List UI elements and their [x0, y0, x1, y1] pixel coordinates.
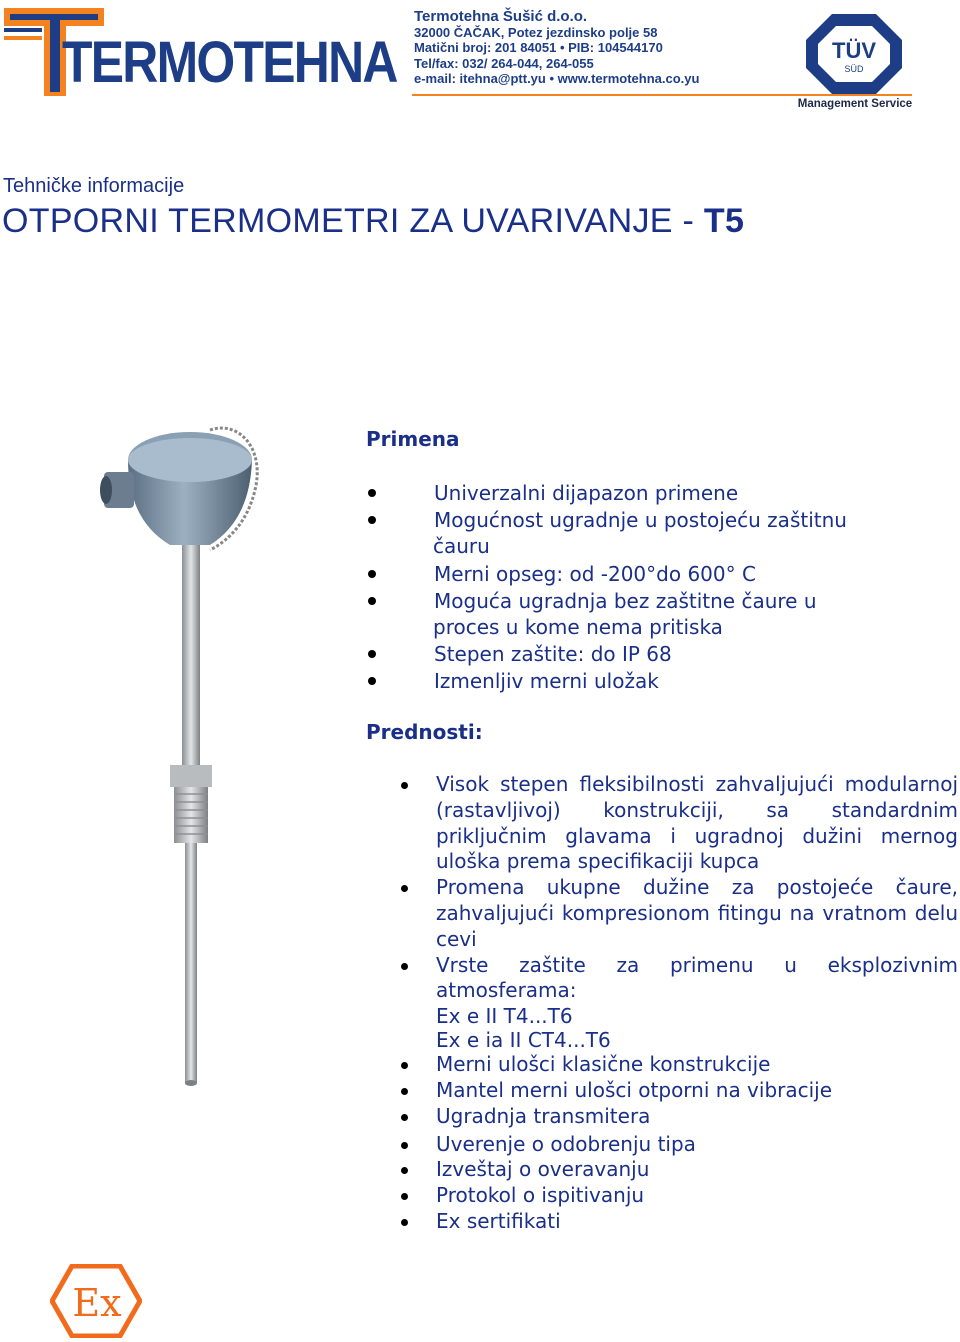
- ex-explosion-proof-icon: [50, 1264, 142, 1338]
- bullet-icon: [401, 1219, 408, 1226]
- primena-item-6: Izmenljiv merni uložak: [366, 668, 926, 694]
- primena-item-3: Merni opseg: od -200°do 600° C: [366, 561, 926, 587]
- primena-heading: Primena: [366, 427, 460, 451]
- bullet-icon: [401, 963, 408, 970]
- bullet-icon: [368, 516, 376, 524]
- prednosti-item-10: Ex sertifikati: [396, 1209, 958, 1235]
- primena-item-4-cont: proces u kome nema pritiska: [433, 615, 723, 640]
- primena-item-2-cont: čauru: [433, 534, 490, 559]
- prednosti-item-8: Izveštaj o overavanju: [396, 1157, 958, 1183]
- company-address: 32000 ČAČAK, Potez jezdinsko polje 58: [414, 25, 658, 40]
- ex-class-1: Ex e II T4...T6: [436, 1004, 573, 1029]
- bullet-icon: [368, 677, 376, 685]
- primena-item-2: Mogućnost ugradnje u postojeću zaštitnu: [366, 507, 926, 533]
- document-title-code: T5: [703, 202, 745, 240]
- bullet-icon: [401, 1167, 408, 1174]
- prednosti-item-1: Visok stepen fleksibilnosti zahvaljujući modularnoj (rastavljivoj) konstrukciji, sa standardnim priključnim glavama i ugradnoj dužini mernog uloška prema specifikaciji kupca: [396, 772, 958, 875]
- prednosti-item-2: Promena ukupne dužine za postojeće čaure, zahvaljujući kompresionom fitingu na vratnom delu cevi: [396, 875, 958, 952]
- tuv-certification-logo: [802, 12, 906, 96]
- bullet-icon: [401, 1114, 408, 1121]
- prednosti-heading: Prednosti:: [366, 720, 483, 744]
- bullet-icon: [368, 597, 376, 605]
- bullet-icon: [401, 782, 408, 789]
- primena-item-5: Stepen zaštite: do IP 68: [366, 641, 926, 667]
- primena-list: [366, 480, 926, 696]
- bullet-icon: [368, 489, 376, 497]
- prednosti-item-3: Vrste zaštite za primenu u eksplozivnim atmosferama: Ex e II T4...T6 Ex e ia II CT4...T6: [396, 953, 958, 1053]
- document-title-main: OTPORNI TERMOMETRI ZA UVARIVANJE -: [2, 202, 704, 240]
- primena-item-4: Moguća ugradnja bez zaštitne čaure u: [366, 588, 926, 614]
- prednosti-item-9: Protokol o ispitivanju: [396, 1183, 958, 1209]
- tuv-logo-text: TÜV: [832, 38, 876, 63]
- company-phone: Tel/fax: 032/ 264-044, 264-055: [414, 55, 594, 71]
- tuv-logo-subtext: SÜD: [844, 64, 864, 74]
- ex-class-2: Ex e ia II CT4...T6: [436, 1028, 611, 1053]
- primena-item-1: Univerzalni dijapazon primene: [366, 480, 926, 506]
- thermometer-product-image: [90, 420, 280, 1090]
- bullet-icon: [368, 570, 376, 578]
- company-info: [414, 8, 744, 87]
- bullet-icon: [401, 1088, 408, 1095]
- bullet-icon: [401, 1062, 408, 1069]
- bullet-icon: [368, 650, 376, 658]
- prednosti-item-5: Mantel merni ulošci otporni na vibracije: [396, 1078, 958, 1104]
- ex-mark-text: Ex: [72, 1281, 122, 1325]
- document-title: [2, 202, 744, 241]
- prednosti-item-6: Ugradnja transmitera: [396, 1104, 958, 1130]
- company-registration: Matični broj: 201 84051 • PIB: 104544170: [414, 40, 663, 56]
- tuv-caption: Management Service: [797, 98, 913, 110]
- bullet-icon: [401, 1193, 408, 1200]
- bullet-icon: [401, 1142, 408, 1149]
- document-label: Tehničke informacije: [3, 175, 185, 197]
- company-name: Termotehna Šušić d.o.o.: [414, 8, 588, 25]
- bullet-icon: [401, 885, 408, 892]
- prednosti-item-4: Merni ulošci klasične konstrukcije: [396, 1052, 958, 1078]
- logo-wordmark: TERMOTEHNA: [62, 30, 397, 95]
- prednosti-list: [396, 772, 958, 1235]
- company-email-web: e-mail: itehna@ptt.yu • www.termotehna.co.yu: [414, 71, 700, 87]
- prednosti-item-7: Uverenje o odobrenju tipa: [396, 1132, 958, 1158]
